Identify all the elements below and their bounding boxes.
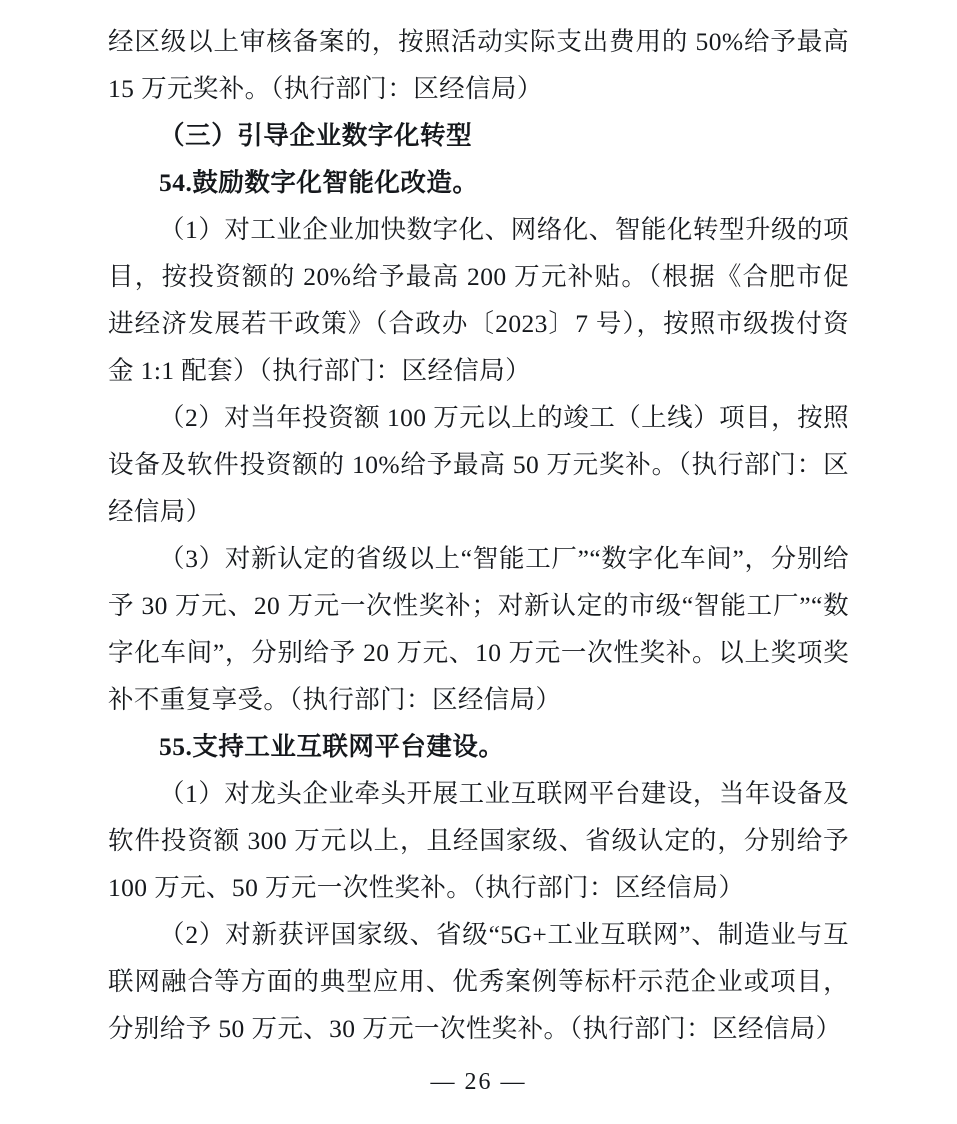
paragraph-continuation: 经区级以上审核备案的，按照活动实际支出费用的 50%给予最高 15 万元奖补。（执行部门：区经信局）: [108, 27, 849, 103]
document-body: [108, 18, 849, 1052]
heading-item-54: 54.鼓励数字化智能化改造。: [159, 168, 479, 197]
heading-item-55: 55.支持工业互联网平台建设。: [159, 732, 505, 761]
page-number: — 26 —: [430, 1069, 527, 1095]
paragraph-54-3: （3）对新认定的省级以上“智能工厂”“数字化车间”，分别给予 30 万元、20 万元一次性奖补；对新认定的市级“智能工厂”“数字化车间”，分别给予 20 万元、10 万元一次性奖补。以上奖项奖补不重复享受。（执行部门：区经信局）: [108, 544, 849, 714]
paragraph-54-1: （1）对工业企业加快数字化、网络化、智能化转型升级的项目，按投资额的 20%给予最高 200 万元补贴。（根据《合肥市促进经济发展若干政策》（合政办〔2023〕7 号），按照市级拨付资金 1:1 配套）（执行部门：区经信局）: [108, 215, 849, 385]
paragraph-55-2: （2）对新获评国家级、省级“5G+工业互联网”、制造业与互联网融合等方面的典型应用、优秀案例等标杆示范企业或项目，分别给予 50 万元、30 万元一次性奖补。（执行部门：区经信局）: [108, 920, 849, 1043]
paragraph-54-2: （2）对当年投资额 100 万元以上的竣工（上线）项目，按照设备及软件投资额的 10%给予最高 50 万元奖补。（执行部门：区经信局）: [108, 403, 849, 526]
heading-section-three: （三）引导企业数字化转型: [159, 121, 473, 150]
paragraph-55-1: （1）对龙头企业牵头开展工业互联网平台建设，当年设备及软件投资额 300 万元以上，且经国家级、省级认定的，分别给予 100 万元、50 万元一次性奖补。（执行部门：区经信局）: [108, 779, 849, 902]
